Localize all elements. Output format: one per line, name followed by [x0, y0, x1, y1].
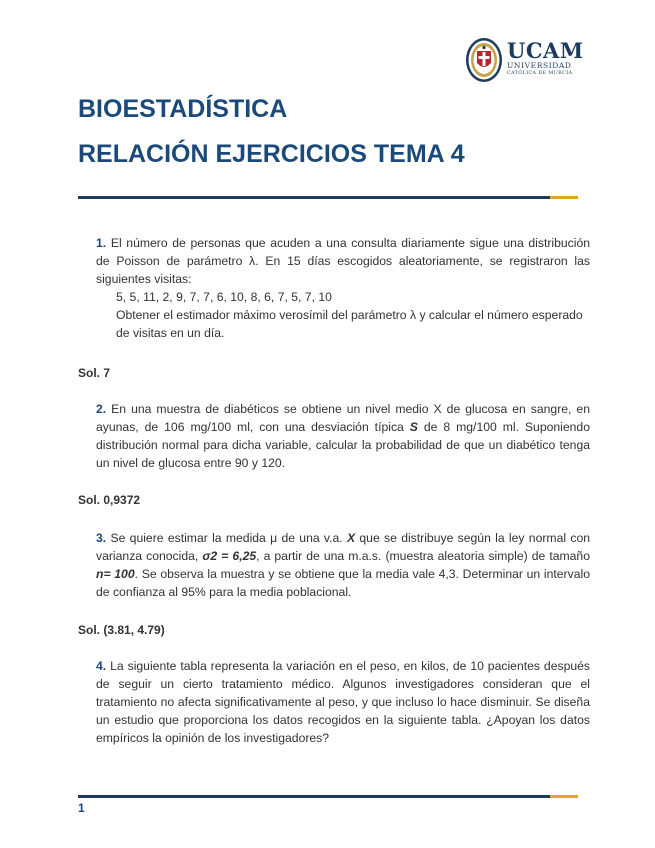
solution-1: Sol. 7: [78, 366, 111, 380]
exercise-number: 3.: [96, 531, 107, 545]
exercise-symbol: S: [409, 420, 418, 434]
exercise-text: La siguiente tabla representa la variación en el peso, en kilos, de 10 pacientes después de seguir un cierto tratamiento médico. Algunos investigadores consideran que el tratamiento no afecta significativamente al peso, y que incluso lo hace disminuir. Se diseña un estudio que proporciona los datos recogidos en la siguiente tabla. ¿Apoyan los datos empíricos la opinión de los investigadores?: [96, 659, 590, 745]
page-number: 1: [78, 801, 85, 815]
exercise-number: 2.: [96, 402, 107, 416]
logo-sub-text: UNIVERSIDAD: [507, 61, 572, 70]
header-divider-accent: [550, 196, 578, 199]
logo-wordmark: [507, 40, 584, 77]
exercise-1-statement: [96, 234, 590, 288]
solution-2: Sol. 0,9372: [78, 493, 141, 507]
solution-3: Sol. (3.81, 4.79): [78, 623, 165, 637]
page-title-line2: RELACIÓN EJERCICIOS TEMA 4: [78, 140, 465, 168]
footer-divider: [78, 795, 550, 798]
exercise-symbol: σ2 = 6,25: [202, 549, 257, 563]
exercise-number: 4.: [96, 659, 107, 673]
exercise-number: 1.: [96, 236, 107, 250]
page-title-line1: BIOESTADÍSTICA: [78, 95, 288, 123]
ucam-logo: [465, 37, 585, 83]
exercise-text: En una muestra de diabéticos se obtiene un nivel medio X de glucosa en sangre, en ayunas, de 106 mg/100 ml, con una desviación típica: [96, 402, 590, 434]
logo-sub2-text: CATÓLICA DE MURCIA: [507, 71, 573, 76]
logo-main-text: UCAM: [507, 38, 584, 63]
exercise-symbol: X: [346, 531, 356, 545]
exercise-1-data: 5, 5, 11, 2, 9, 7, 7, 6, 10, 8, 6, 7, 5, 7, 10: [116, 290, 332, 304]
exercise-text: que se distribuye según la ley normal con varianza conocida,: [96, 531, 590, 563]
exercise-text: de 8 mg/100 ml. Suponiendo distribución normal para dicha variable, calcular la probabilidad de que un diabético tenga un nivel de glucosa entre 90 y 120.: [96, 420, 590, 470]
exercise-2: [96, 400, 590, 472]
exercise-1-question: Obtener el estimador máximo verosímil del parámetro λ y calcular el número esperado de visitas en un día.: [116, 308, 583, 340]
exercise-text: , a partir de una m.a.s. (muestra aleatoria simple) de tamaño: [256, 549, 590, 563]
exercise-1: [96, 234, 590, 342]
exercise-text: El número de personas que acuden a una consulta diariamente sigue una distribución de Poisson de parámetro λ. En 15 días escogidos aleatoriamente, se registraron las siguientes visitas:: [96, 236, 591, 286]
exercise-3: [96, 529, 590, 601]
university-seal-icon: [465, 37, 503, 83]
exercise-4: [96, 657, 590, 747]
exercise-text: . Se observa la muestra y se obtiene que la media vale 4,3. Determinar un intervalo de confianza al 95% para la media poblacional.: [96, 567, 590, 599]
footer-divider-accent: [550, 795, 578, 798]
exercise-text: Se quiere estimar la medida μ de una v.a.: [110, 531, 347, 545]
header-divider: [78, 196, 550, 199]
exercise-symbol: n= 100: [96, 567, 135, 581]
